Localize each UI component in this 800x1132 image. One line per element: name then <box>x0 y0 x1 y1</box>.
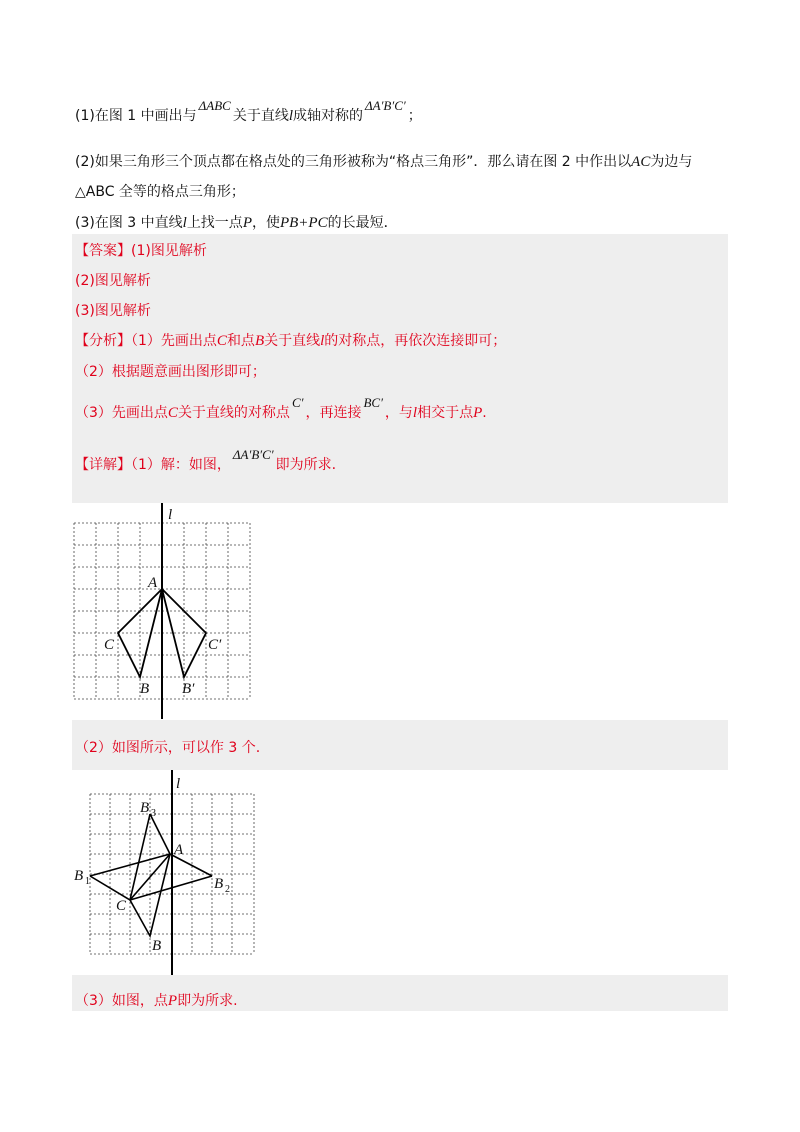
q1-text-suffix: 成轴对称的 <box>293 108 363 124</box>
label-l: l <box>176 776 181 792</box>
analysis-2 <box>75 362 266 382</box>
analysis-3-c: ，再连接 <box>305 405 362 421</box>
label-c: C <box>104 637 115 653</box>
q3-text-d: 的长最短． <box>327 215 398 231</box>
question-2 <box>75 152 692 172</box>
point-c-symbol: C <box>216 333 227 349</box>
figure-1-svg <box>72 503 252 719</box>
point-p-symbol: P <box>167 993 178 1009</box>
analysis-1-d: 的对称点，再依次连接即可； <box>324 333 507 349</box>
answer-1-text: (1)图见解析 <box>131 243 207 259</box>
segment-bc-prime-symbol: BC′ <box>363 395 383 410</box>
label-l: l <box>168 507 173 523</box>
analysis-3-e: 相交于点 <box>417 405 474 421</box>
triangle-a1b1c1-symbol: ΔA′B′C′ <box>365 98 406 113</box>
line-l-symbol: l <box>288 108 293 124</box>
label-b1-sub: 1 <box>85 876 90 887</box>
analysis-1-a: （1）先画出点 <box>131 333 217 349</box>
point-p-symbol: P <box>473 405 483 421</box>
label-b: B <box>152 938 162 954</box>
analysis-3-d: ，与 <box>384 405 413 421</box>
detail-1 <box>75 447 337 475</box>
label-c: C <box>116 898 127 914</box>
point-p-symbol: P <box>242 215 252 231</box>
label-b: B <box>140 681 150 697</box>
figure-1 <box>72 503 252 719</box>
answer-2 <box>75 271 151 291</box>
answer-2-text: (2)图见解析 <box>75 273 151 289</box>
label-b-prime: B′ <box>182 681 195 697</box>
q2-text-a: (2)如果三角形三个顶点都在格点处的三角形被称为“格点三角形”．那么请在图 2 中作出以 <box>75 154 632 170</box>
detail-1-a: （1）解：如图， <box>131 457 231 473</box>
q1-text-mid: 关于直线 <box>232 108 289 124</box>
answer-3 <box>75 301 151 321</box>
triangle-abc-symbol: ΔABC <box>198 98 231 113</box>
pb-pc-symbol: PB+PC <box>279 215 328 231</box>
q2-text-b: 为边与 <box>650 154 693 170</box>
analysis-3-f: . <box>482 405 487 421</box>
point-b-symbol: B <box>254 333 265 349</box>
question-1 <box>75 98 422 126</box>
answer-1 <box>75 241 207 261</box>
label-b3: B <box>140 800 150 816</box>
figure-2-svg <box>72 770 256 975</box>
detail-3-a: （3）如图，点 <box>75 993 168 1009</box>
point-c-prime-symbol: C′ <box>291 395 304 410</box>
detail-1-b: 即为所求. <box>275 457 337 473</box>
question-3 <box>75 213 398 233</box>
label-b2: B <box>214 876 224 892</box>
line-l-symbol: l <box>320 333 325 349</box>
q1-text-end: ； <box>407 108 422 124</box>
label-a: A <box>148 575 158 591</box>
line-l-symbol: l <box>412 405 418 421</box>
segment-ac-symbol: AC <box>631 154 651 170</box>
analysis-2-text: （2）根据题意画出图形即可； <box>75 364 266 380</box>
detail-3 <box>75 991 238 1011</box>
triangles-2 <box>90 814 212 936</box>
q3-text-a: (3)在图 3 中直线 <box>75 215 183 231</box>
detail-2-text: （2）如图所示，可以作 3 个. <box>75 740 261 756</box>
answer-tag: 【答案】 <box>75 243 131 259</box>
analysis-1-c: 关于直线 <box>264 333 321 349</box>
analysis-1-b: 和点 <box>226 333 255 349</box>
detail-tag: 【详解】 <box>75 457 131 473</box>
label-b1: B <box>74 868 84 884</box>
detail-2 <box>75 738 260 758</box>
detail-3-b: 即为所求. <box>177 993 238 1009</box>
analysis-1 <box>75 331 506 351</box>
answer-3-text: (3)图见解析 <box>75 303 151 319</box>
q1-text: (1)在图 1 中画出与 <box>75 108 197 124</box>
figure-2 <box>72 770 256 975</box>
line-l-symbol: l <box>182 215 187 231</box>
analysis-3-b: 关于直线的对称点 <box>177 405 290 421</box>
label-b3-sub: 3 <box>151 808 156 819</box>
analysis-3-a: （3）先画出点 <box>75 405 168 421</box>
q3-text-c: ，使 <box>251 215 280 231</box>
triangle-a1b1c1-symbol: ΔA′B′C′ <box>232 447 274 462</box>
label-c-prime: C′ <box>208 637 222 653</box>
point-c-symbol: C <box>167 405 178 421</box>
q2-text-line2: △ABC 全等的格点三角形； <box>75 184 245 200</box>
analysis-tag: 【分析】 <box>75 333 131 349</box>
question-2-line2 <box>75 182 245 202</box>
analysis-3 <box>75 395 487 423</box>
q3-text-b: 上找一点 <box>186 215 243 231</box>
label-a: A <box>174 842 184 858</box>
label-b2-sub: 2 <box>225 884 230 895</box>
